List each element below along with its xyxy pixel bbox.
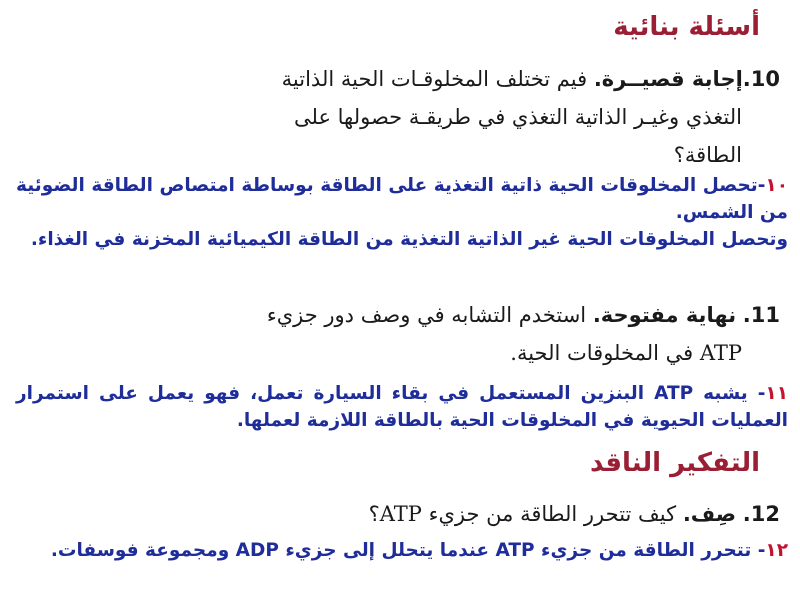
question-label: نهاية مفتوحة. bbox=[592, 303, 737, 327]
answer-10 bbox=[16, 172, 788, 253]
question-label: إجابة قصيــرة. bbox=[593, 67, 743, 91]
answer-text-2: وتحصل المخلوقات الحية غير الذاتية التغذية من الطاقة الكيميائية المخزنة في الغذاء. bbox=[30, 229, 788, 250]
answer-number: ١٠ bbox=[765, 175, 788, 196]
question-text-line2: التغذي وغيـر الذاتية التغذي في طريقـة حصولها على bbox=[293, 105, 742, 129]
question-text-line3: الطاقة؟ bbox=[673, 143, 742, 167]
answer-number: ١٢ bbox=[765, 540, 788, 561]
question-label: صِف. bbox=[682, 502, 737, 526]
section-heading-constructive: أسئلة بنائية bbox=[613, 12, 760, 42]
answer-12 bbox=[16, 537, 788, 564]
question-10 bbox=[220, 60, 780, 174]
question-text-line2: ATP في المخلوقات الحية. bbox=[510, 341, 742, 365]
question-text: فيم تختلف المخلوقـات الحية الذاتية bbox=[281, 67, 588, 91]
question-number: 12. bbox=[742, 502, 780, 526]
question-number: 10. bbox=[742, 67, 780, 91]
answer-text: -تحصل المخلوقات الحية ذاتية التغذية على الطاقة بوساطة امتصاص الطاقة الضوئية من الشمس. bbox=[16, 175, 788, 223]
answer-number: ١١ bbox=[765, 383, 788, 404]
question-text: استخدم التشابه في وصف دور جزيء bbox=[266, 303, 587, 327]
question-text: كيف تتحرر الطاقة من جزيء ATP؟ bbox=[368, 502, 677, 526]
question-number: 11. bbox=[742, 303, 780, 327]
answer-11 bbox=[16, 380, 788, 434]
question-11 bbox=[220, 296, 780, 372]
section-heading-critical-thinking: التفكير الناقد bbox=[589, 448, 760, 478]
answer-text: - يشبه ATP البنزين المستعمل في بقاء السيارة تعمل، فهو يعمل على استمرار العمليات الحيوية في المخلوقات الحية بالطاقة اللازمة لعملها. bbox=[16, 383, 788, 431]
question-12 bbox=[369, 495, 780, 533]
answer-text: - تتحرر الطاقة من جزيء ATP عندما يتحلل إلى جزيء ADP ومجموعة فوسفات. bbox=[50, 540, 766, 561]
